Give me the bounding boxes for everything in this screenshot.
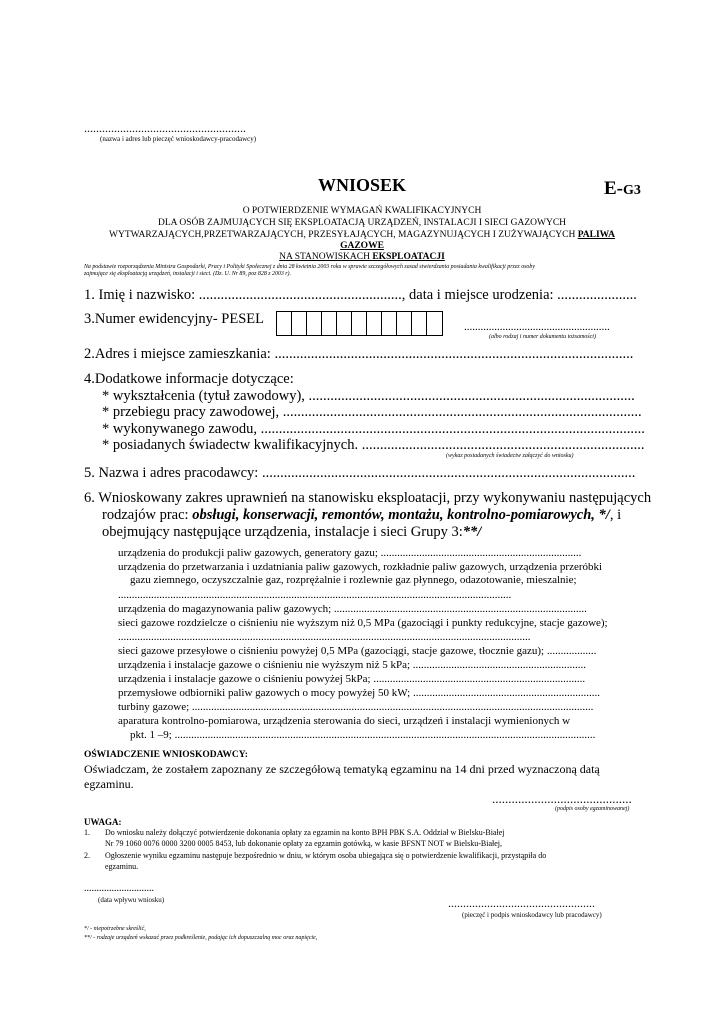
device-item-3[interactable]: urządzenia do magazynowania paliw gazowych; ............................................................................................ bbox=[118, 603, 587, 615]
pesel-digit-cell[interactable] bbox=[352, 312, 367, 335]
device-item-5[interactable]: sieci gazowe przesyłowe o ciśnieniu powyżej 0,5 MPa (gazociągi, stacje gazowe, tłocznie gazu); .................. bbox=[118, 645, 597, 657]
device-item-6[interactable]: urządzenia i instalacje gazowe o ciśnieniu nie wyższym niż 5 kPa; ............................................................... bbox=[118, 659, 587, 671]
certificates-field[interactable]: * posiadanych świadectw kwalifikacyjnych. .............................................................................. bbox=[102, 437, 645, 453]
device-item-8[interactable]: przemysłowe odbiorniki paliw gazowych o mocy powyżej 50 kW; .................................................................... bbox=[118, 687, 600, 699]
device-item-4-dots[interactable]: ...................................................................................................................................................... bbox=[118, 631, 531, 643]
name-birth-field[interactable]: 1. Imię i nazwisko: ........................................................, data i miejsce urodzenia: ...................... bbox=[84, 287, 637, 303]
subtitle-line-3 bbox=[0, 230, 724, 240]
form-code-main: E- bbox=[604, 178, 623, 199]
subtitle-line-3a: WYTWARZAJĄCYCH,PRZETWARZAJĄCYCH, PRZESYŁAJĄCYCH, MAGAZYNUJĄCYCH I ZUŻYWAJĄCYCH bbox=[109, 230, 578, 240]
pesel-digit-cell[interactable] bbox=[307, 312, 322, 335]
subtitle-line-5 bbox=[0, 252, 724, 262]
examinee-signature-field[interactable]: ........................................... bbox=[492, 791, 632, 806]
pesel-digit-cell[interactable] bbox=[292, 312, 307, 335]
device-item-1[interactable]: urządzenia do produkcji paliw gazowych, generatory gazu; ......................................................................... bbox=[118, 547, 582, 559]
subtitle-line-4: GAZOWE bbox=[340, 241, 384, 251]
note-2-number: 2. bbox=[84, 851, 90, 860]
scope-line-3 bbox=[102, 524, 481, 541]
pesel-label: 3.Numer ewidencyjny- PESEL bbox=[84, 311, 265, 327]
pesel-digit-cell[interactable] bbox=[367, 312, 382, 335]
pesel-digit-cell[interactable] bbox=[322, 312, 337, 335]
extra-info-header: 4.Dodatkowe informacje dotyczące: bbox=[84, 371, 294, 387]
scope-line-1: 6. Wnioskowany zakres uprawnień na stanowisku eksploatacji, przy wykonywaniu następujących bbox=[84, 490, 652, 506]
work-history-field[interactable]: * przebiegu pracy zawodowej, ................................................................................................... bbox=[102, 404, 642, 420]
subtitle-line-5a: NA STANOWISKACH bbox=[279, 252, 373, 262]
receipt-date-caption: (data wpływu wniosku) bbox=[98, 896, 165, 904]
declaration-text-2: egzaminu. bbox=[84, 777, 134, 791]
note-2-line-2: egzaminu. bbox=[105, 862, 139, 871]
device-item-2[interactable]: urządzenia do przetwarzania i uzdatniania paliw gazowych, rozkładnie paliw gazowych, urządzenia przeróbki bbox=[118, 561, 603, 573]
applicant-caption: (nazwa i adres lub pieczęć wnioskodawcy-pracodawcy) bbox=[100, 135, 257, 143]
pesel-digit-cell[interactable] bbox=[337, 312, 352, 335]
address-field[interactable]: 2.Adres i miejsce zamieszkania: ................................................................................................... bbox=[84, 346, 634, 362]
device-item-10-cont[interactable]: pkt. 1 –9; ......................................................................................................................................................... bbox=[130, 729, 596, 741]
device-item-2-dots[interactable]: ............................................................................................................................................... bbox=[118, 589, 512, 601]
subtitle-line-5b: EKSPLOATACJI bbox=[372, 252, 445, 262]
examinee-signature-caption: (podpis osoby egzaminowanej) bbox=[555, 806, 630, 812]
note-1-number: 1. bbox=[84, 828, 90, 837]
declaration-text-1: Oświadczam, że zostałem zapoznany ze szczegółową tematyką egzaminu na 14 dni przed wyznaczoną datą bbox=[84, 762, 600, 776]
scope-line-2 bbox=[102, 507, 621, 524]
note-1-line-2: Nr 79 1060 0076 0000 3200 0005 8453, lub dokonanie opłaty za egzamin gotówką, w kasie BFSNT NOT w Bielsku-Białej, bbox=[105, 839, 502, 848]
device-item-9[interactable]: turbiny gazowe; .................................................................................................................................................. bbox=[118, 701, 594, 713]
stamp-signature-caption: (pieczęć i podpis wnioskodawcy lub pracodawcy) bbox=[462, 911, 602, 919]
receipt-date-field[interactable]: ............................ bbox=[84, 883, 154, 894]
education-field[interactable]: * wykształcenia (tytuł zawodowy), .......................................................................................... bbox=[102, 388, 635, 404]
legal-basis-2: zajmujące się eksploatacją urządzeń, instalacji i sieci. (Dz. U. Nr 89, poz 828 z 2003 r). bbox=[84, 271, 291, 277]
work-types[interactable]: obsługi, konserwacji, remontów, montażu, kontrolno-pomiarowych, */ bbox=[192, 507, 610, 523]
profession-field[interactable]: * wykonywanego zawodu, .......................................................................................................... bbox=[102, 421, 645, 437]
id-document-caption: (albo rodzaj i numer dokumentu tożsamości) bbox=[489, 334, 596, 340]
note-1-line-1: Do wniosku należy dołączyć potwierdzenie dokonania opłaty za egzamin na konto BPH PBK S.A. Oddział w Bielsku-Białej bbox=[105, 828, 505, 837]
device-item-10[interactable]: aparatura kontrolno-pomiarowa, urządzenia sterowania do sieci, urządzeń i instalacji wymienionych w bbox=[118, 715, 571, 727]
declaration-title: OŚWIADCZENIE WNIOSKODAWCY: bbox=[84, 750, 248, 760]
subtitle-line-1: O POTWIERDZENIE WYMAGAŃ KWALIFIKACYJNYCH bbox=[242, 206, 482, 216]
subtitle-line-3b: PALIWA bbox=[577, 230, 615, 240]
pesel-digit-cell[interactable] bbox=[277, 312, 292, 335]
footnote-1: */ - niepotrzebne skreślić, bbox=[84, 926, 146, 932]
certificates-caption: (wykaz posiadanych świadectw załączyć do wniosku) bbox=[446, 453, 574, 459]
scope-line-2a: rodzajów prac: bbox=[102, 507, 193, 523]
device-item-4[interactable]: sieci gazowe rozdzielcze o ciśnieniu nie wyższym niż 0,5 MPa (gazociągi i punkty redukcyjne, stacje gazowe); bbox=[118, 617, 608, 629]
legal-basis-1: Na podstawie rozporządzenia Ministra Gospodarki, Pracy i Polityki Społecznej z dnia 28 kwietnia 2003 roku w sprawie szczegółowych zasad stwierdzania posiadania kwalifikacji przez osoby bbox=[84, 264, 535, 270]
pesel-digit-cell[interactable] bbox=[412, 312, 427, 335]
footnote-2: **/ - rodzaje urządzeń wskazać przez podkreślenie, podając ich dopuszczalną moc oraz napięcie, bbox=[84, 935, 318, 941]
scope-line-3a: obejmujący następujące urządzenia, instalacje i sieci Grupy 3: bbox=[102, 524, 463, 540]
form-code-sub: G3 bbox=[623, 183, 641, 198]
id-document-field[interactable]: ..................................................... bbox=[464, 321, 610, 333]
page-title: WNIOSEK bbox=[317, 175, 407, 195]
note-2-line-1: Ogłoszenie wyniku egzaminu następuje bezpośrednio w dniu, w którym osoba ubiegająca się o potwierdzenie kwalifikacji, przystąpiła do bbox=[105, 851, 547, 860]
pesel-digit-cell[interactable] bbox=[397, 312, 412, 335]
pesel-digit-cell[interactable] bbox=[427, 312, 442, 335]
pesel-input[interactable] bbox=[276, 311, 443, 336]
device-item-7[interactable]: urządzenia i instalacje gazowe o ciśnieniu powyżej 5kPa; ............................................................................. bbox=[118, 673, 586, 685]
notes-title: UWAGA: bbox=[84, 817, 122, 827]
device-item-2-cont[interactable]: gazu ziemnego, oczyszczalnie gaz, rozprężalnie i rozlewnie gaz płynnego, odazotowanie, mieszalnie; bbox=[130, 574, 577, 586]
stamp-signature-field[interactable]: ................................................. bbox=[448, 896, 595, 910]
employer-field[interactable]: 5. Nazwa i adres pracodawcy: ....................................................................................................... bbox=[84, 465, 636, 481]
scope-line-2c: , i bbox=[609, 507, 622, 523]
pesel-digit-cell[interactable] bbox=[382, 312, 397, 335]
scope-line-3b: **/ bbox=[462, 524, 482, 540]
subtitle-line-2: DLA OSÓB ZAJMUJĄCYCH SIĘ EKSPLOATACJĄ URZĄDZEŃ, INSTALACJI I SIECI GAZOWYCH bbox=[157, 218, 567, 228]
applicant-dots: ...................................................... bbox=[84, 121, 246, 135]
